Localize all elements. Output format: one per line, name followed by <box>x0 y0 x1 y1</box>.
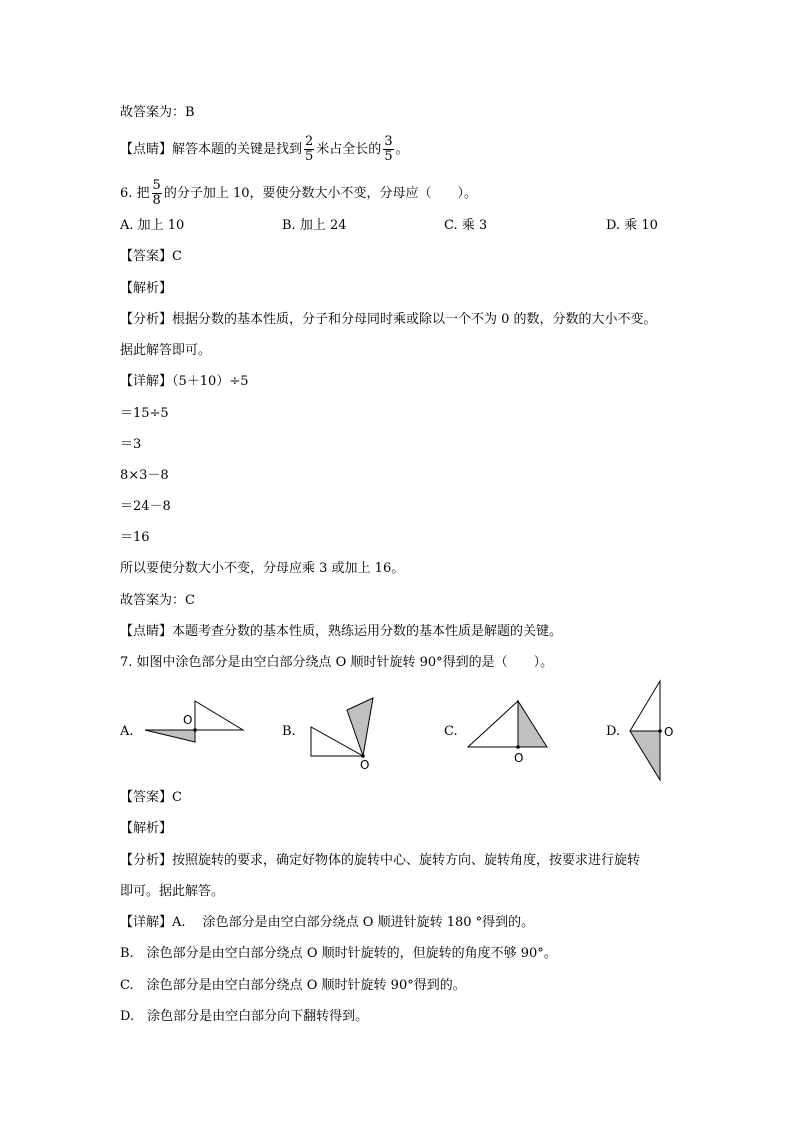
q6-option-c: C. 乘 3 <box>444 218 488 233</box>
q7-figure-d-blank-triangle <box>630 681 660 731</box>
q6-option-b: B. 加上 24 <box>282 218 347 233</box>
q7-option-a-label: A. <box>120 724 134 739</box>
q7-figure-b-o-label: O <box>360 758 370 772</box>
q7-detail-b: B. 涂色部分是由空白部分绕点 O 顺时针旋转的，但旋转的角度不够 90°。 <box>120 946 557 961</box>
q6-answer-line: 故答案为：C <box>120 593 195 608</box>
q6-stem <box>120 179 477 208</box>
q6-detail-5: ＝24－8 <box>120 499 171 514</box>
q6-stem-prefix: 6. 把 <box>120 186 150 201</box>
q6-analysis-2: 据此解答即可。 <box>120 343 212 358</box>
q6-detail-1: 【详解】（5＋10）÷5 <box>120 374 249 389</box>
q5-fraction-1-denominator: 5 <box>305 149 314 164</box>
q7-figure-d-o-label: O <box>664 725 674 739</box>
q7-figure-a-blank-triangle <box>195 701 243 730</box>
q6-analysis-heading: 【解析】 <box>120 281 173 296</box>
q6-fraction-denominator: 8 <box>152 193 161 208</box>
q7-detail-d: D. 涂色部分是由空白部分向下翻转得到。 <box>120 1009 369 1024</box>
q7-figure-c-blank-triangle <box>468 701 518 747</box>
q6-detail-4: 8×3－8 <box>120 468 169 483</box>
q7-analysis-1: 【分析】按照旋转的要求，确定好物体的旋转中心、旋转方向、旋转角度，按要求进行旋转 <box>120 853 641 868</box>
q7-analysis-2: 即可。据此解答。 <box>120 884 225 899</box>
q5-tip <box>120 135 409 164</box>
q5-tip-end: 。 <box>395 142 409 157</box>
q5-fraction-1 <box>304 135 314 164</box>
q6-detail-6: ＝16 <box>120 530 150 545</box>
q6-detail-3: ＝3 <box>120 437 142 452</box>
q6-fraction-numerator: 5 <box>152 178 161 193</box>
q6-analysis-1: 【分析】根据分数的基本性质，分子和分母同时乘或除以一个不为 0 的数，分数的大小不变。 <box>120 312 657 327</box>
q7-figure-a-o-label: O <box>183 713 193 727</box>
q5-tip-mid: 米占全长的 <box>316 142 382 157</box>
q6-stem-suffix: 的分子加上 10，要使分数大小不变，分母应（ ）。 <box>163 186 478 201</box>
q6-detail-7: 所以要使分数大小不变，分母应乘 3 或加上 16。 <box>120 561 405 576</box>
q7-figure-c-shaded-triangle <box>518 701 547 747</box>
q7-figure-c-o-label: O <box>514 751 524 765</box>
q7-figure-a <box>140 698 250 746</box>
q6-answer: 【答案】C <box>120 249 182 264</box>
q7-figure-a-point-o <box>193 728 197 732</box>
q7-option-c-label: C. <box>444 724 458 739</box>
q7-option-d-label: D. <box>606 724 621 739</box>
q5-fraction-1-numerator: 2 <box>305 134 314 149</box>
q7-stem: 7. 如图中涂色部分是由空白部分绕点 O 顺时针旋转 90°得到的是（ ）。 <box>120 655 554 670</box>
q7-detail-c: C. 涂色部分是由空白部分绕点 O 顺时针旋转 90°得到的。 <box>120 978 466 993</box>
q6-tip: 【点睛】本题考查分数的基本性质，熟练运用分数的基本性质是解题的关键。 <box>120 624 563 639</box>
q7-figure-a-shaded-triangle <box>145 730 195 742</box>
q5-fraction-2-numerator: 3 <box>384 134 393 149</box>
q6-detail-2: ＝15÷5 <box>120 406 169 421</box>
q6-option-a: A. 加上 10 <box>120 218 185 233</box>
q7-figure-c-point-o <box>516 745 520 749</box>
q7-figure-b-shaded-triangle <box>347 698 373 756</box>
q5-fraction-2 <box>383 135 393 164</box>
q7-figure-d-shaded-triangle <box>630 731 660 780</box>
q5-fraction-2-denominator: 5 <box>384 149 393 164</box>
q7-detail-a: 【详解】A. 涂色部分是由空白部分绕点 O 顺进针旋转 180 °得到的。 <box>120 915 535 930</box>
q7-option-b-label: B. <box>282 724 296 739</box>
q7-figure-c <box>465 698 555 752</box>
q7-figure-b <box>305 696 385 764</box>
q7-answer: 【答案】C <box>120 790 182 805</box>
q6-option-d: D. 乘 10 <box>606 218 658 233</box>
q7-figure-d-point-o <box>658 729 662 733</box>
q6-fraction <box>152 179 162 208</box>
q5-answer-line: 故答案为：B <box>120 105 195 120</box>
q5-tip-prefix: 【点睛】解答本题的关键是找到 <box>120 142 303 157</box>
q7-figure-d <box>626 678 666 784</box>
q7-analysis-heading: 【解析】 <box>120 821 173 836</box>
